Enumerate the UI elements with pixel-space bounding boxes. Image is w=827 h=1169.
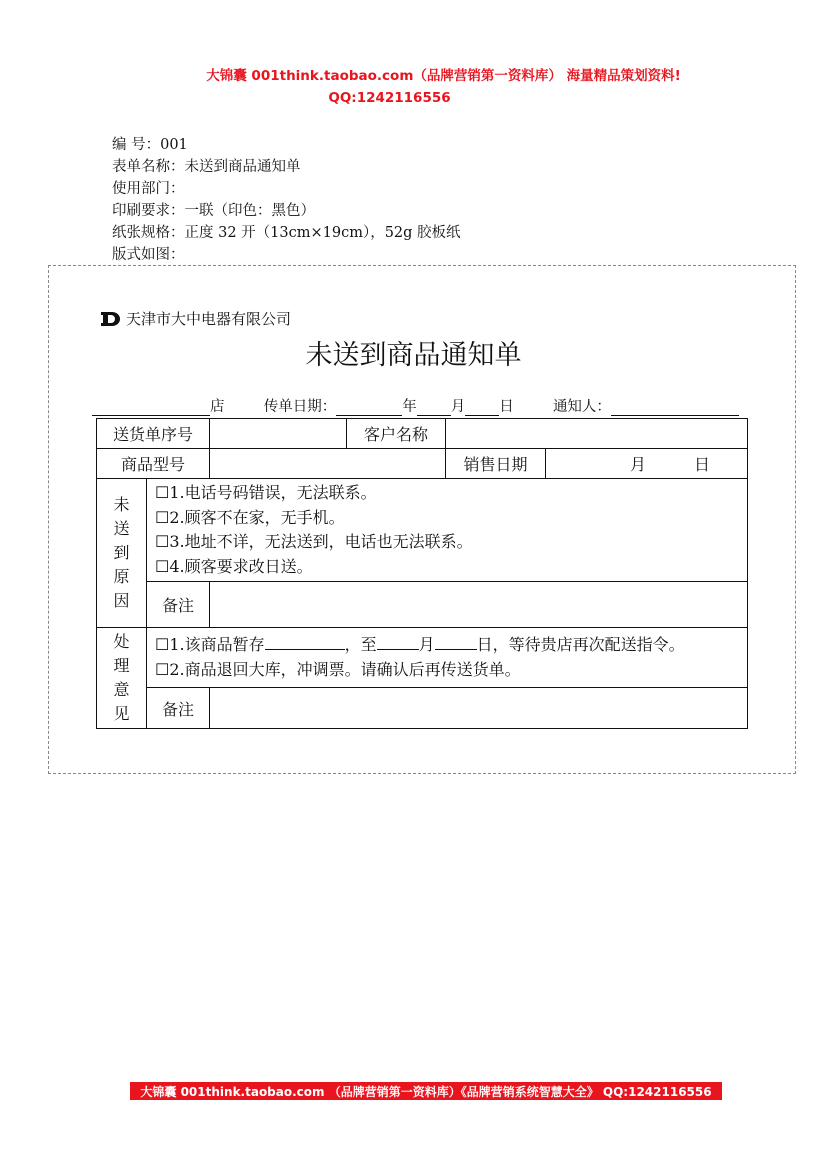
meta-print: 印刷要求：一联（印色：黑色） — [112, 203, 315, 219]
handle-char: 见 — [113, 704, 130, 723]
handle-opt1-c: 月 — [418, 635, 435, 654]
day-label: 日 — [499, 399, 514, 415]
handle-opt1-a: ☐1.该商品暂存 — [155, 635, 265, 654]
date-label: 传单日期： — [263, 399, 337, 415]
top-banner-qq: QQ:1242116556 — [328, 90, 451, 106]
meta-layout: 版式如图： — [112, 247, 185, 263]
year-label: 年 — [402, 399, 417, 415]
meta-number: 编 号：001 — [112, 137, 188, 153]
top-banner: 大锦囊 001think.taobao.com（品牌营销第一资料库） 海量精品策划资料! — [206, 68, 681, 84]
reason-option-3[interactable]: ☐3.地址不详，无法送到，电话也无法联系。 — [155, 532, 473, 551]
order-no-label: 送货单序号 — [97, 419, 210, 449]
reason-option-4[interactable]: ☐4.顾客要求改日送。 — [155, 556, 313, 576]
order-no-field[interactable] — [210, 419, 347, 449]
reason-char: 原 — [113, 567, 130, 586]
reason-remark-field[interactable] — [210, 582, 748, 628]
month-blank[interactable] — [417, 399, 451, 416]
form-title: 未送到商品通知单 — [305, 340, 522, 371]
handle-month-blank[interactable] — [377, 633, 419, 650]
meta-form-name: 表单名称：未送到商品通知单 — [112, 159, 301, 175]
form-meta — [112, 134, 461, 266]
store-until-blank[interactable] — [265, 633, 345, 650]
reason-char: 因 — [113, 591, 130, 610]
sale-date-field[interactable] — [546, 449, 748, 479]
handle-remark-field[interactable] — [210, 688, 748, 729]
table-row — [97, 479, 748, 582]
company-name: 天津市大中电器有限公司 — [126, 310, 292, 328]
meta-paper: 纸张规格：正度 32 开（13cm×19cm），52g 胶板纸 — [112, 225, 461, 241]
meta-department: 使用部门： — [112, 181, 185, 197]
reason-options — [147, 479, 748, 582]
handle-label — [97, 628, 147, 729]
table-row — [97, 419, 748, 449]
handle-remark-label: 备注 — [147, 688, 210, 729]
handle-char: 理 — [113, 656, 130, 675]
table-row — [97, 628, 748, 688]
month-label: 月 — [450, 399, 466, 415]
notifier-label: 通知人： — [552, 399, 611, 415]
sale-day-label: 日 — [694, 455, 711, 474]
reason-char: 未 — [113, 495, 130, 514]
handle-options — [147, 628, 748, 688]
info-line — [92, 395, 739, 416]
handle-char: 处 — [113, 632, 130, 651]
handle-option-1[interactable] — [155, 633, 739, 658]
reason-char: 到 — [113, 543, 130, 562]
reason-option-2[interactable]: ☐2.顾客不在家，无手机。 — [155, 507, 345, 527]
company-logo-icon — [101, 311, 123, 327]
handle-char: 意 — [113, 680, 130, 699]
day-blank[interactable] — [465, 399, 499, 416]
handle-opt1-b: ，至 — [344, 635, 377, 654]
customer-label: 客户名称 — [347, 419, 446, 449]
sale-date-label: 销售日期 — [446, 449, 546, 479]
reason-remark-label: 备注 — [147, 582, 210, 628]
year-blank[interactable] — [336, 399, 402, 416]
store-label: 店 — [210, 399, 225, 415]
table-row — [97, 582, 748, 628]
table-row — [97, 449, 748, 479]
reason-label — [97, 479, 147, 628]
company-header — [101, 308, 291, 329]
store-blank[interactable] — [92, 399, 210, 416]
footer-banner: 大锦囊 001think.taobao.com （品牌营销第一资料库）《品牌营销系统智慧大全》 QQ:1242116556 — [130, 1082, 722, 1100]
sale-month-label: 月 — [630, 455, 647, 474]
model-label: 商品型号 — [97, 449, 210, 479]
handle-day-blank[interactable] — [435, 633, 477, 650]
handle-opt1-d: 日，等待贵店再次配送指令。 — [476, 635, 685, 654]
handle-option-2[interactable]: ☐2.商品退回大库，冲调票。请确认后再传送货单。 — [155, 659, 521, 679]
notifier-blank[interactable] — [611, 399, 739, 416]
reason-option-1[interactable]: ☐1.电话号码错误，无法联系。 — [155, 483, 377, 502]
table-row — [97, 688, 748, 729]
customer-field[interactable] — [446, 419, 748, 449]
model-field[interactable] — [210, 449, 446, 479]
notice-table — [96, 418, 748, 729]
reason-char: 送 — [113, 519, 130, 538]
